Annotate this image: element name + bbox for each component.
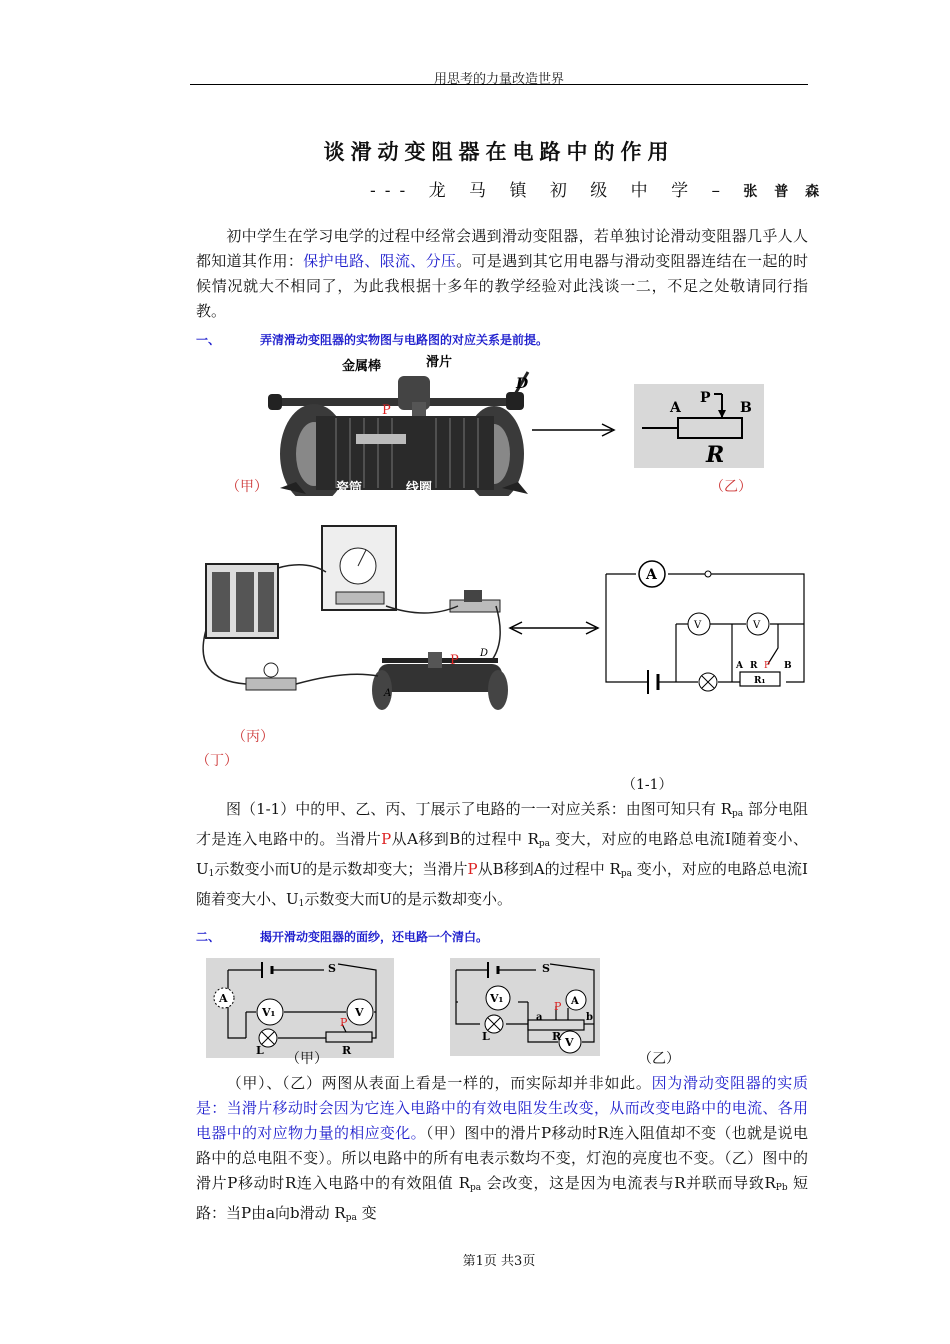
intro-paragraph	[196, 224, 808, 324]
p2-text-6: 从B移到A的过程中	[477, 860, 610, 878]
yi-voltmeter-1-label: V₁	[490, 992, 504, 1005]
jia-label-P: P	[340, 1016, 348, 1029]
yi-label-a: a	[536, 1012, 543, 1023]
circuit-yi-figure	[450, 958, 600, 1056]
p2-text-8: 示数变大而U的是示数却变小。	[304, 890, 513, 908]
yi-voltmeter-2-label: V	[565, 1036, 574, 1049]
meter-drawing	[322, 526, 396, 610]
p2-r-1: R	[720, 800, 732, 818]
paragraph-2	[196, 797, 808, 917]
diagram-label-A: A	[736, 661, 743, 671]
yi-ammeter-label: A	[571, 996, 579, 1007]
label-slider: 滑片	[426, 355, 453, 370]
rheostat-drawing	[268, 372, 528, 496]
jia-ammeter-label: A	[219, 992, 228, 1005]
small-rheostat-drawing	[372, 652, 508, 710]
circuit-jia-figure	[206, 958, 394, 1058]
p2-r-2: R	[527, 830, 539, 848]
jia-voltmeter-2-label: V	[355, 1006, 364, 1019]
p2-slider-2: P	[467, 860, 478, 878]
p2-text-5: 示数变小而U的是示数却变大；当滑片	[214, 860, 468, 878]
p2-text-1: 图（1-1）中的甲、乙、丙、丁展示了电路的一一对应关系：由图可知只有	[226, 800, 716, 818]
intro-text-2: 。可是遇到其它用电器与滑动变阻器连结在一起的时候情况就大不相同了，为此我根据十多年的教学经验对此浅谈一二，不足之处敬请同行指教。	[196, 252, 808, 320]
diagram-voltmeter-2-label: V	[753, 620, 761, 631]
caption-yi-2: （乙）	[638, 1051, 680, 1067]
switch-drawing	[450, 590, 500, 612]
article-title: 谈滑动变阻器在电路中的作用	[323, 140, 675, 164]
symbol-label-R: R	[706, 442, 725, 468]
label-D: D	[516, 376, 529, 392]
yi-label-b: b	[586, 1012, 593, 1023]
section-heading-1	[196, 331, 548, 348]
diagram-label-R: R	[750, 661, 758, 671]
page-header: 用思考的力量改造世界	[433, 72, 564, 87]
circuit-diagram-figure	[598, 556, 810, 710]
p2-r-3: R	[609, 860, 621, 878]
p3-highlight: 因为滑动变阻器的实质是：当滑片移动时会因为它连入电路中的有效电阻发生改变，从而改变电路中的电流、各用电器中的对应物力量的相应变化。	[196, 1074, 808, 1142]
rheostat-photo-figure	[266, 354, 530, 496]
diagram-label-B: B	[784, 661, 792, 671]
p2-u-sub-2: 1	[298, 899, 305, 909]
diagram-voltmeter-1-label: V	[694, 620, 702, 631]
label-tube: 瓷筒	[336, 481, 363, 496]
p3-r-1: R	[458, 1174, 471, 1192]
jia-label-S: S	[328, 962, 336, 975]
p3-sub-3: pa	[345, 1213, 357, 1223]
caption-bing: （丙）	[232, 729, 274, 745]
caption-yi-1: （乙）	[710, 479, 752, 495]
p2-sub-1: pa	[731, 809, 744, 819]
p2-text-3: 从A移到B的过程中	[391, 830, 528, 848]
byline	[370, 176, 825, 201]
paragraph-3	[196, 1071, 808, 1231]
battery-pack-drawing	[206, 564, 278, 638]
p3-text-5: 变	[356, 1204, 377, 1222]
symbol-label-B: B	[740, 400, 752, 416]
byline-author: 张 普 森	[743, 184, 826, 200]
diagram-ammeter-label: A	[646, 567, 657, 583]
p2-text-2: 部分电阻才是连入电路中的。当滑片	[196, 800, 808, 848]
p3-sub-2: Pb	[775, 1183, 788, 1193]
section-1-number: 一、	[196, 333, 221, 347]
page-footer: 第1页 共3页	[462, 1254, 536, 1269]
p3-r-2: R	[334, 1204, 346, 1222]
p3-sub-1: pa	[470, 1183, 482, 1193]
caption-jia-1: （甲）	[226, 479, 268, 495]
intro-highlight: 保护电路、限流、分压	[303, 252, 457, 270]
jia-label-R: R	[342, 1044, 352, 1057]
yi-label-R: R	[552, 1030, 562, 1043]
figure-number: （1-1）	[622, 777, 673, 793]
section-heading-2	[196, 928, 488, 945]
diagram-label-P: P	[764, 661, 771, 671]
label-metal-rod: 金属棒	[342, 359, 382, 374]
p2-sub-3: pa	[620, 869, 632, 879]
label-coil: 线圈	[406, 481, 433, 496]
p3-text-3: 会改变，这是因为电流表与R并联而导致R	[481, 1174, 776, 1192]
p2-sub-2: pa	[538, 839, 551, 849]
label-P: P	[382, 403, 391, 418]
symbol-label-A: A	[670, 400, 681, 416]
jia-voltmeter-1-label: V₁	[262, 1006, 276, 1019]
byline-prefix: ---	[370, 181, 415, 201]
arrow-right	[530, 420, 616, 440]
diagram-label-R1: R₁	[754, 676, 766, 686]
p2-slider-1: P	[381, 830, 392, 848]
p2-text-7: 变小，对应的电路总电流I随着变大小、U	[196, 860, 808, 908]
p3-text-4: 短路：当P由a向b滑动	[196, 1174, 809, 1222]
yi-label-P: P	[554, 1000, 562, 1013]
byline-dash: –	[711, 181, 729, 201]
real-label-A: A	[384, 688, 392, 699]
p3-text-2: （甲）图中的滑片P移动时R连入阻值却不变（也就是说电路中的总电阻不变）。所以电路中的所有电表示数均不变，灯泡的亮度也不变。（乙）图中的滑片P移动时R连入电路中的有效阻值	[196, 1124, 808, 1192]
real-label-D: D	[480, 648, 489, 659]
byline-school: 龙 马 镇 初 级 中 学	[428, 181, 698, 201]
symbol-label-P: P	[700, 390, 711, 406]
p2-u-sub-1: 1	[208, 869, 215, 879]
section-1-text: 弄清滑动变阻器的实物图与电路图的对应关系是前提。	[260, 333, 549, 347]
section-2-number: 二、	[196, 930, 221, 944]
rheostat-symbol-figure	[634, 384, 764, 468]
lamp-drawing	[246, 663, 296, 690]
caption-ding: （丁）	[196, 753, 238, 769]
real-label-P: P	[450, 653, 459, 668]
caption-jia-2: （甲）	[286, 1051, 328, 1067]
real-circuit-figure	[196, 520, 512, 716]
section-2-text: 揭开滑动变阻器的面纱，还电路一个清白。	[260, 930, 489, 944]
yi-label-S: S	[542, 962, 550, 975]
jia-label-L: L	[256, 1044, 264, 1057]
p2-text-4: 变大，对应的电路总电流I随着变小、U	[196, 830, 808, 878]
p3-text-1: （甲）、（乙）两图从表面上看是一样的，而实际却并非如此。	[226, 1074, 652, 1092]
yi-label-L: L	[482, 1030, 490, 1043]
header-divider	[190, 84, 808, 85]
intro-text-1: 初中学生在学习电学的过程中经常会遇到滑动变阻器，若单独讨论滑动变阻器几乎人人都知道其作用：	[196, 227, 808, 270]
arrow-double	[508, 618, 600, 638]
